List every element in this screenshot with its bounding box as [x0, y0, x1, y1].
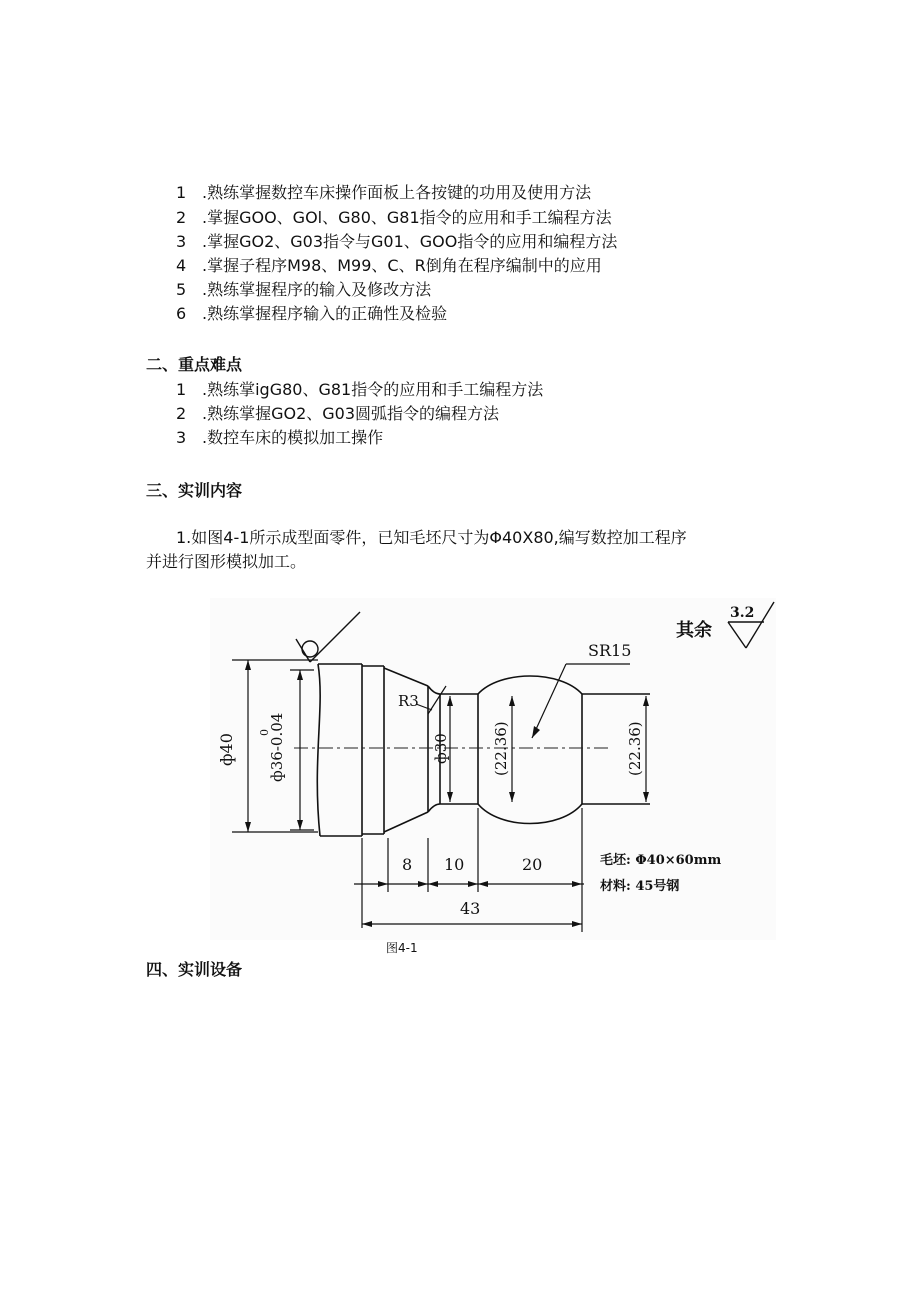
section-heading-training-content: 三、实训内容: [146, 481, 243, 500]
objective-item: [176, 232, 617, 252]
part-drawing-figure: [210, 598, 776, 940]
objective-text: .熟练掌握程序输入的正确性及检验: [202, 304, 448, 323]
key-point-item: [176, 428, 383, 448]
dim-phi30: ф30: [432, 733, 450, 764]
objective-number: 1: [176, 183, 187, 202]
objective-number: 4: [176, 256, 187, 275]
section-heading-key-points: 二、重点难点: [146, 355, 243, 374]
dim-22-36-right: (22.36): [626, 721, 644, 776]
objective-number: 3: [176, 232, 187, 251]
objective-item: [176, 304, 447, 324]
objective-text: .熟练掌握数控车床操作面板上各按键的功用及使用方法: [202, 183, 592, 202]
objective-text: .掌握GOO、GOl、G80、G81指令的应用和手工编程方法: [202, 208, 612, 227]
key-point-number: 1: [176, 380, 187, 399]
objective-number: 5: [176, 280, 187, 299]
section-heading-equipment: 四、实训设备: [146, 960, 243, 979]
blank-note: 毛坯: Φ40×60mm: [600, 853, 722, 868]
objective-item: [176, 183, 591, 203]
key-point-text: .数控车床的模拟加工操作: [202, 428, 384, 447]
dim-phi40: ф40: [217, 733, 236, 766]
roughness-value: 3.2: [730, 605, 755, 621]
dim-20: 20: [522, 855, 543, 874]
dim-10: 10: [444, 855, 465, 874]
dim-sr15: SR15: [588, 641, 632, 660]
dim-phi36-upper: 0: [258, 729, 271, 736]
break-line: [317, 664, 320, 836]
paragraph-line: [146, 526, 786, 550]
dim-r3: R3: [398, 692, 419, 710]
objective-text: .掌握子程序M98、M99、C、R倒角在程序编制中的应用: [202, 256, 602, 275]
objective-text: .熟练掌握程序的输入及修改方法: [202, 280, 432, 299]
dim-phi36: ф36-0.04: [268, 712, 286, 782]
key-point-number: 2: [176, 404, 187, 423]
roughness-symbol-left: [296, 612, 360, 662]
objective-item: [176, 208, 612, 228]
dim-43: 43: [460, 899, 481, 918]
objective-item: [176, 280, 431, 300]
part-drawing: [210, 598, 776, 940]
key-point-text: .熟练掌握GO2、G03圆弧指令的编程方法: [202, 404, 500, 423]
dim-22-36-left: (22.36): [492, 721, 510, 776]
key-point-number: 3: [176, 428, 187, 447]
objective-number: 6: [176, 304, 187, 323]
key-point-item: [176, 404, 499, 424]
training-paragraph: [146, 526, 786, 574]
dim-8: 8: [402, 855, 413, 874]
roughness-label: 其余: [676, 620, 712, 641]
objective-item: [176, 256, 602, 276]
material-note: 材料: 45号钢: [600, 879, 680, 894]
figure-caption: 图4-1: [386, 941, 418, 955]
objective-text: .掌握GO2、G03指令与G01、GOO指令的应用和编程方法: [202, 232, 618, 251]
objective-number: 2: [176, 208, 187, 227]
key-point-text: .熟练掌igG80、G81指令的应用和手工编程方法: [202, 380, 544, 399]
paragraph-line-1: 1.如图4-1所示成型面零件，已知毛坯尺寸为Φ40X80,编写数控加工程序: [176, 528, 687, 547]
paragraph-line-2: 并进行图形模拟加工。: [146, 552, 307, 571]
key-point-item: [176, 380, 543, 400]
